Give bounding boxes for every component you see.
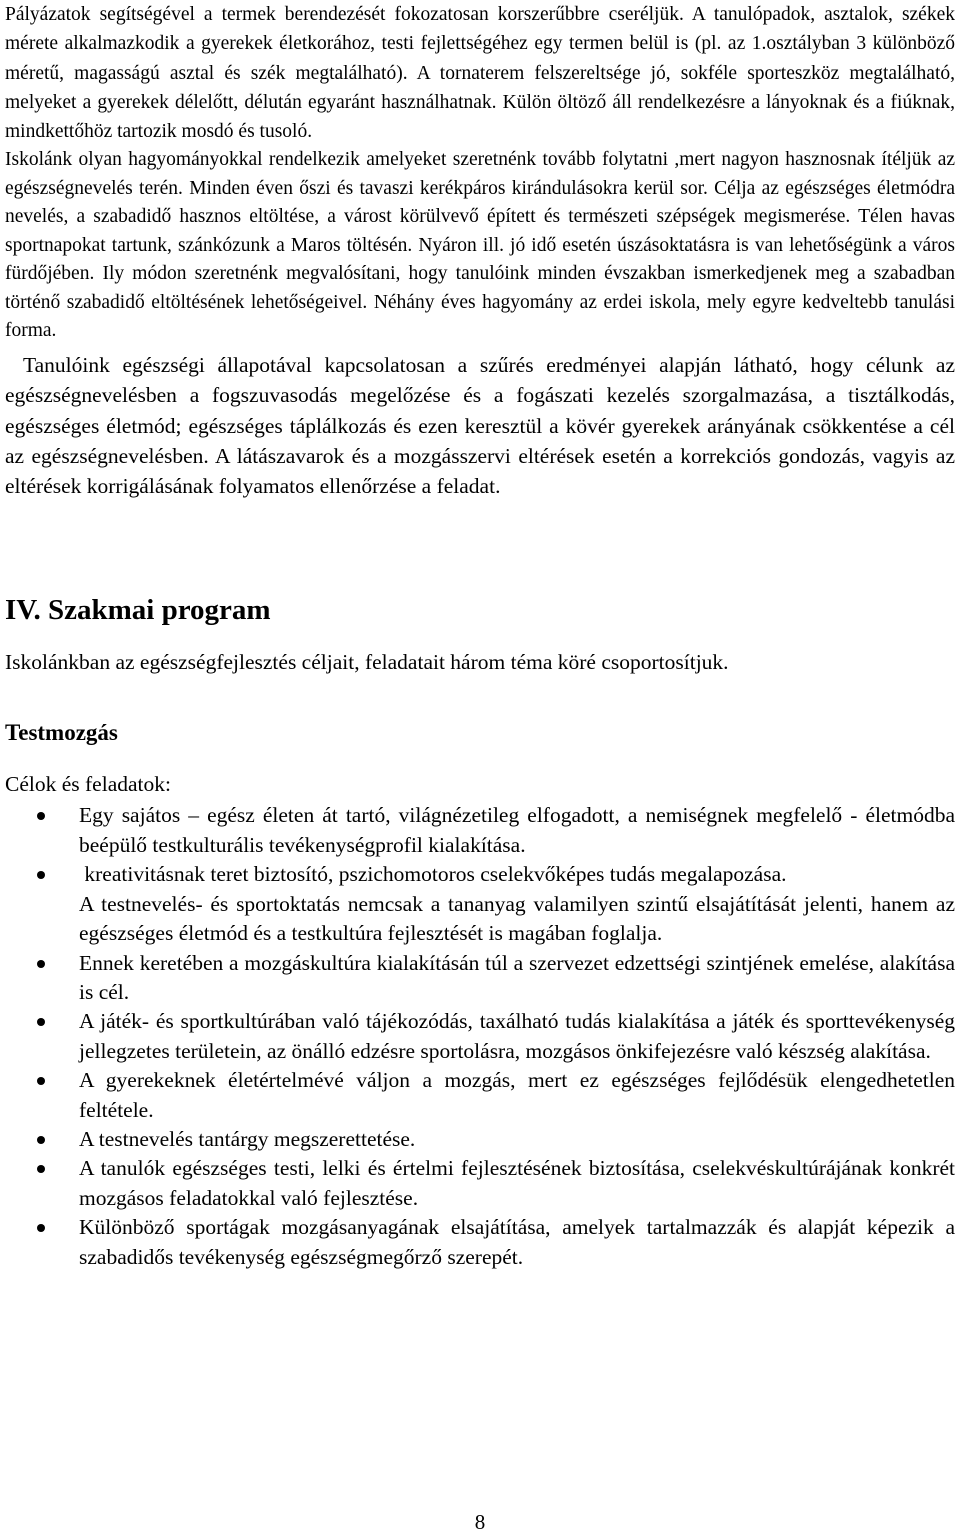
list-item-text: Egy sajátos – egész életen át tartó, világnézetileg elfogadott, a nemiségnek megfelelő - életmódba beépülő testkulturális tevékenységprofil kialakítása. [79, 803, 955, 857]
list-item [5, 1066, 955, 1125]
bullet-icon [37, 1077, 45, 1085]
list-item-text: kreativitásnak teret biztosító, pszichomotoros cselekvőképes tudás megalapozása. [79, 862, 787, 887]
bullet-icon [37, 812, 45, 820]
paragraph-facilities: Pályázatok segítségével a termek berendezését fokozatosan korszerűbbre cseréljük. A tanulópadok, asztalok, székek mérete alkalmazkodik a gyerekek életkorához, testi fejlettségéhez egy termen belül is (pl. az 1.osztályban 3 különböző méretű, magasságú asztal és szék megtalálható). A tornaterem felszereltsége jó, sokféle sporteszköz megtalálható, melyeket a gyerekek délelőtt, délután egyaránt használhatnak. Külön öltöző áll rendelkezésre a lányoknak és a fiúknak, mindkettőhöz tartozik mosdó és tusoló. [5, 4, 955, 143]
bullet-icon [37, 1224, 45, 1232]
list-item [5, 1007, 955, 1066]
list-item [5, 1154, 955, 1213]
bullet-icon [37, 871, 45, 879]
document-page [5, 0, 955, 1272]
paragraph-traditions: Iskolánk olyan hagyományokkal rendelkezik amelyeket szeretnénk tovább folytatni ,mert nagyon hasznosnak ítéljük az egészségnevelés terén. Minden éven őszi és tavaszi kerékpáros kirándulásokra kerül sor. Célja az egészséges életmódra nevelés, a szabadidő hasznos eltöltése, a várost körülvevő épített és természeti szépségek megismerése. Télen havas sportnapokat tartunk, szánkózunk a Maros töltésén. Nyáron ill. jó idő esetén úszásoktatásra is van lehetőségünk a város fürdőjében. Ily módon szeretnénk megvalósítani, hogy tanulóink minden évszakban ismerkedjenek meg a szabadban történő szabadidő eltöltésének lehetőségeivel. Néhány éves hagyomány az erdei iskola, mely egyre kedveltebb tanulási forma. [5, 149, 955, 342]
list-item-text: A gyerekeknek életértelmévé váljon a mozgás, mert ez egészséges fejlődésük elengedhetetlen feltétele. [79, 1068, 955, 1122]
list-item [5, 1213, 955, 1272]
bullet-icon [37, 1165, 45, 1173]
list-item [5, 949, 955, 1008]
section-title: Testmozgás [5, 720, 118, 746]
list-item [5, 801, 955, 860]
bullet-icon [37, 1136, 45, 1144]
bullet-icon [37, 1018, 45, 1026]
page-number: 8 [474, 1510, 486, 1534]
list-item [5, 860, 955, 948]
list-item-text: Különböző sportágak mozgásanyagának elsajátítása, amelyek tartalmazzák és alapját képezik a szabadidős tevékenység egészségmegőrző szerepét. [79, 1215, 955, 1269]
list-item-extra: A testnevelés- és sportoktatás nemcsak a tananyag valamilyen szintű elsajátítását jelenti, hanem az egészséges életmód és a testkultúra fejlesztését is magában foglalja. [79, 891, 955, 946]
list-item [5, 1125, 955, 1154]
chapter-intro: Iskolánkban az egészségfejlesztés céljait, feladatait három téma köré csoportosítjuk. [5, 650, 729, 675]
paragraph-health-status: Tanulóink egészségi állapotával kapcsolatosan a szűrés eredményei alapján látható, hogy célunk az egészségnevelésben a fogszuvasodás megelőzése és a fogászati kezelés szorgalmazása, a tisztálkodás, egészséges életmód; egészséges táplálkozás és ezen keresztül a kövér gyerekek arányának csökkentése a cél az egészségnevelésben. A látászavarok és a mozgásszervi eltérések esetén a korrekciós gondozás, vagyis az eltérések korrigálásának folyamatos ellenőrzése a feladat. [5, 352, 955, 499]
list-item-text: A testnevelés tantárgy megszerettetése. [79, 1126, 416, 1151]
goals-label: Célok és feladatok: [5, 772, 171, 797]
list-item-text: Ennek keretében a mozgáskultúra kialakításán túl a szervezet edzettségi szintjének emelése, alakítása is cél. [79, 950, 955, 1004]
chapter-title: IV. Szakmai program [5, 594, 271, 627]
list-item-text: A tanulók egészséges testi, lelki és értelmi fejlesztésének biztosítása, cselekvéskultúrájának konkrét mozgásos feladatokkal való fejlesztése. [79, 1156, 955, 1210]
goals-list [5, 801, 955, 1272]
list-item-text: A játék- és sportkultúrában való tájékozódás, taxálható tudás kialakítása a játék és sporttevékenység jellegzetes területein, az önálló edzésre sportolásra, mozgásos önkifejezésre való készség alakítása. [79, 1009, 955, 1063]
bullet-icon [37, 960, 45, 968]
